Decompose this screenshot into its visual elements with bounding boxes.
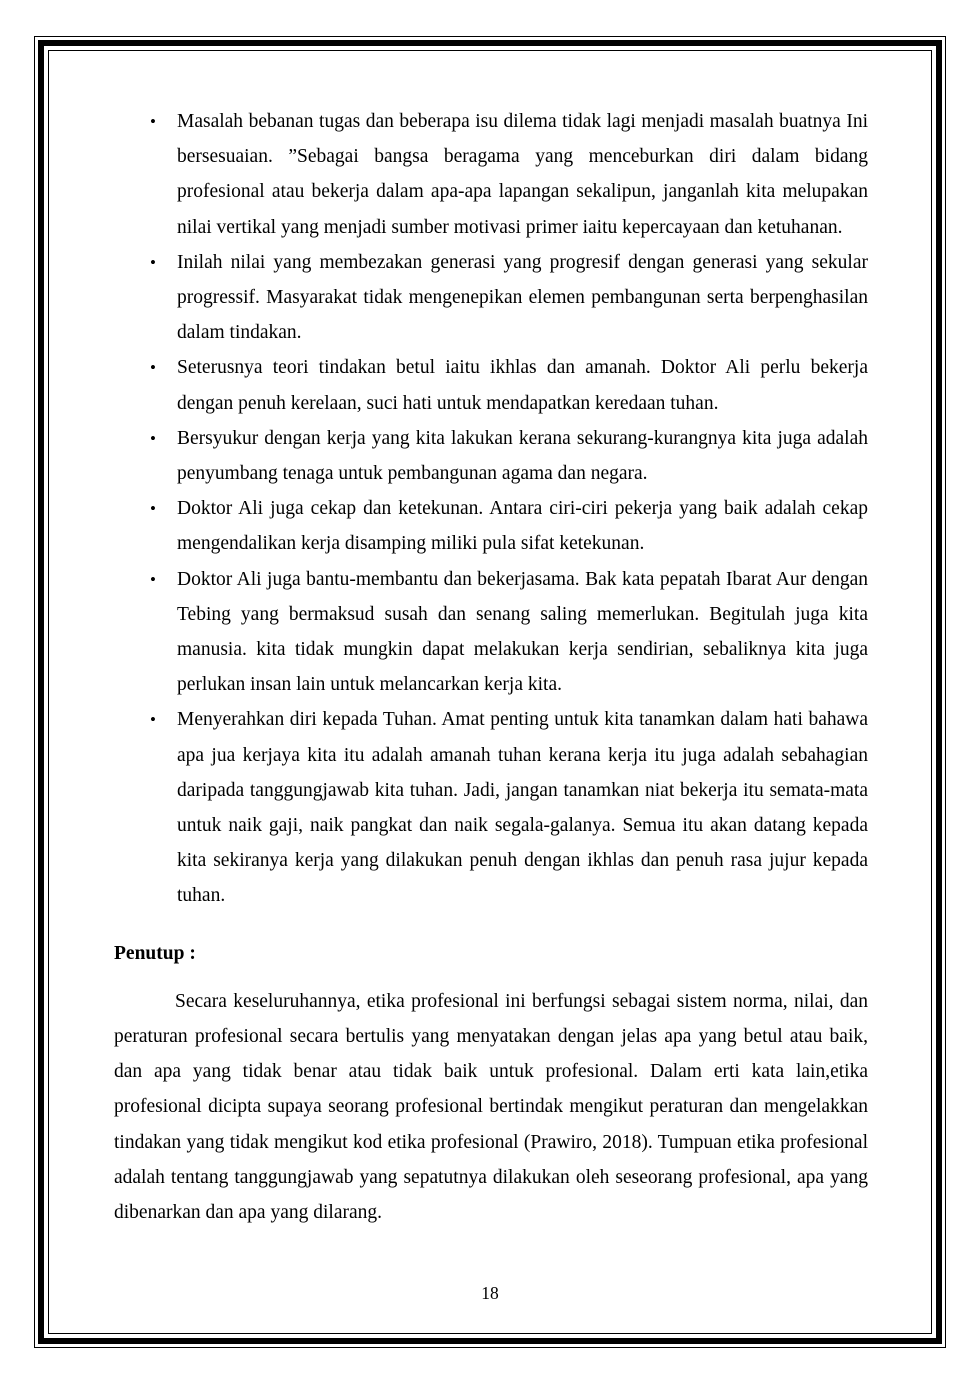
list-item: [114, 702, 868, 913]
list-item-text: Bersyukur dengan kerja yang kita lakukan kerana sekurang-kurangnya kita juga adalah penyumbang tenaga untuk pembangunan agama dan negara.: [177, 427, 868, 485]
bullet-point-icon: •: [150, 358, 156, 378]
list-item-text: Seterusnya teori tindakan betul iaitu ikhlas dan amanah. Doktor Ali perlu bekerja dengan penuh kerelaan, suci hati untuk mendapatkan keredaan tuhan.: [177, 357, 868, 414]
bullet-list: [114, 104, 868, 914]
list-item: [114, 562, 868, 703]
page-content: [114, 104, 868, 1230]
closing-paragraph: Secara keseluruhannya, etika profesional ini berfungsi sebagai sistem norma, nilai, dan peraturan profesional secara bertulis yang menyatakan dengan jelas apa yang betul atau baik, dan apa yang tidak benar atau tidak baik untuk profesional. Dalam erti kata lain,etika profesional dicipta supaya seorang profesional bertindak mengikut peraturan dan mengelakkan tindakan yang tidak mengikut kod etika profesional (Prawiro, 2018). Tumpuan etika profesional adalah tentang tanggungjawab yang sepatutnya dilakukan oleh seseorang profesional, apa yang dibenarkan dan apa yang dilarang.: [114, 990, 868, 1224]
bullet-point-icon: •: [150, 252, 156, 272]
list-item-text: Doktor Ali juga cekap dan ketekunan. Antara ciri-ciri pekerja yang baik adalah cekap mengendalikan kerja disamping miliki pula sifat ketekunan.: [177, 498, 868, 555]
list-item-text: Menyerahkan diri kepada Tuhan. Amat penting untuk kita tanamkan dalam hati bahawa apa jua kerjaya kita itu adalah amanah tuhan kerana kerja itu juga adalah sebahagian daripada tanggungjawab kita tuhan. Jadi, jangan tanamkan niat bekerja itu semata-mata untuk naik gaji, naik pangkat dan naik segala-galanya. Semua itu akan datang kepada kita sekiranya kerja yang dilakukan penuh dengan ikhlas dan penuh rasa jujur kepada tuhan.: [177, 709, 868, 907]
bullet-point-icon: •: [150, 569, 156, 589]
bullet-point-icon: •: [150, 499, 156, 519]
list-item: [114, 491, 868, 561]
list-item: [114, 421, 868, 491]
list-item: [114, 104, 868, 245]
section-heading-penutup: Penutup :: [114, 942, 196, 964]
bullet-point-icon: •: [150, 112, 156, 131]
page-number: 18: [481, 1283, 499, 1303]
list-item: [114, 350, 868, 420]
list-item: [114, 245, 868, 351]
list-item-text: Inilah nilai yang membezakan generasi yang progresif dengan generasi yang sekular progressif. Masyarakat tidak mengenepikan elemen pembangunan serta berpenghasilan dalam tindakan.: [177, 251, 868, 344]
bullet-point-icon: •: [150, 710, 156, 730]
bullet-point-icon: •: [150, 428, 156, 448]
list-item-text: Masalah bebanan tugas dan beberapa isu dilema tidak lagi menjadi masalah buatnya Ini bersesuaian. ”Sebagai bangsa beragama yang menceburkan diri dalam bidang profesional atau bekerja dalam apa-apa lapangan sekalipun, janganlah kita melupakan nilai vertikal yang menjadi sumber motivasi primer iaitu kepercayaan dan ketuhanan.: [177, 111, 868, 238]
list-item-text: Doktor Ali juga bantu-membantu dan bekerjasama. Bak kata pepatah Ibarat Aur dengan Tebing yang bermaksud susah dan senang saling memerlukan. Begitulah juga kita manusia. kita tidak mungkin dapat melakukan kerja sendirian, sebaliknya kita juga perlukan insan lain untuk melancarkan kerja kita.: [177, 568, 868, 696]
